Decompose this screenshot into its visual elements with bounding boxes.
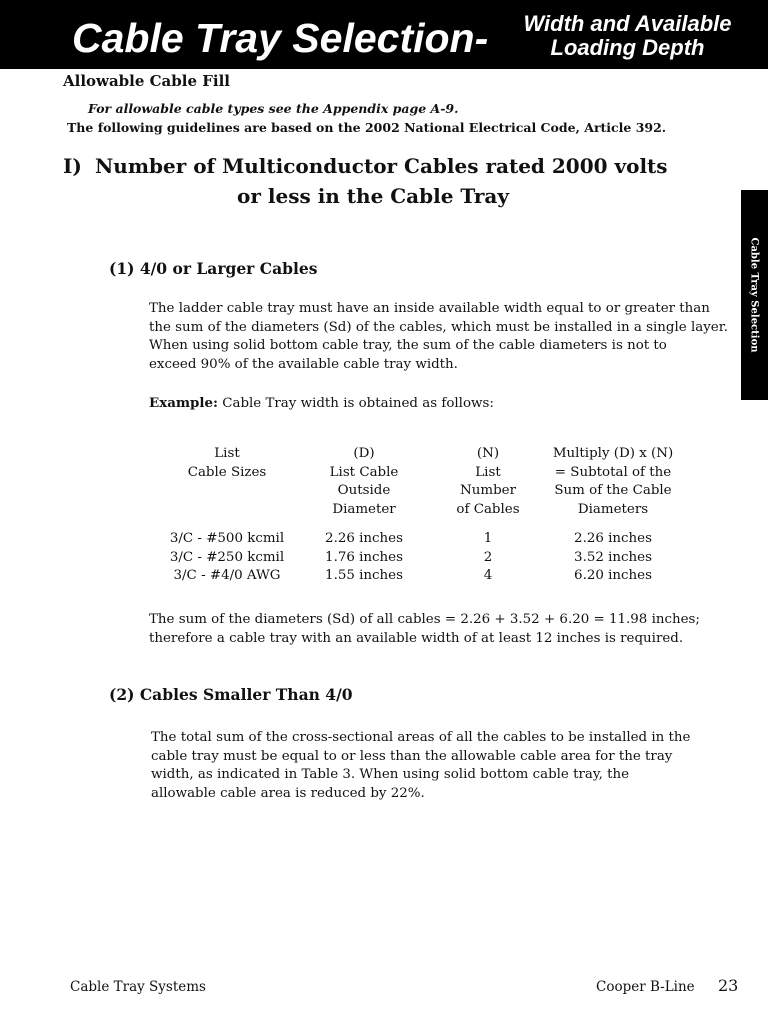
table-column-subtotal [538,530,688,586]
example-line [149,394,494,413]
table-header-cell: of Cables [456,502,520,518]
table-header-cell: List [214,446,240,461]
table-header-cell: Cable Sizes [187,464,267,480]
table-cell: 3/C - #4/0 AWG [173,568,281,584]
table-column-cable-sizes [152,530,302,586]
table-header-cell: Multiply (D) x (N) [552,446,674,461]
subsection-heading-1: (1) 4/0 or Larger Cables [109,259,318,278]
table-cell: 2.26 inches [574,531,652,546]
table-cell: 6.20 inches [574,568,652,584]
footer-right: Cooper B-Line [596,979,695,995]
paragraph-line: When using solid bottom cable tray, the sum of the cable diameters is not to [149,338,667,354]
table-cell: 3/C - #250 kcmil [169,549,285,565]
side-tab [741,190,768,400]
nec-note: The following guidelines are based on the 2002 National Electrical Code, Article 392. [67,120,667,135]
main-heading-line-2: or less in the Cable Tray [237,184,509,208]
table-header-cell: List Cable [329,464,399,480]
table-cell: 1 [483,531,493,546]
section-label: Allowable Cable Fill [63,72,230,90]
page-number: 23 [718,976,739,995]
table-cell: 4 [483,568,493,584]
paragraph-line: width, as indicated in Table 3. When using solid bottom cable tray, the [151,767,630,783]
table-column-diameter [300,530,428,586]
table-header-cell: Sum of the Cable [554,483,672,499]
subsection-heading-2: (2) Cables Smaller Than 4/0 [109,685,353,704]
main-heading-line-1: Number of Multiconductor Cables rated 2000 volts [95,154,668,178]
table-header-diameter [300,445,428,520]
paragraph-line: The sum of the diameters (Sd) of all cables = 2.26 + 3.52 + 6.20 = 11.98 inches; [149,612,700,627]
paragraph-line: the sum of the diameters (Sd) of the cables, which must be installed in a single layer. [149,319,728,335]
appendix-note: For allowable cable types see the Appendix page A-9. [88,101,459,116]
table-header-cell: Diameter [332,502,396,518]
paragraph-line: cable tray must be equal to or less than the allowable cable area for the tray [151,748,673,764]
footer-left: Cable Tray Systems [70,979,206,995]
main-heading-number: I) [63,154,82,178]
page-subtitle [505,12,750,60]
paragraph-line: exceed 90% of the available cable tray width. [149,356,458,372]
table-cell: 1.76 inches [325,549,403,565]
table-cell: 3.52 inches [574,549,652,565]
paragraph-line: allowable cable area is reduced by 22%. [151,785,425,801]
paragraph-line: The total sum of the cross-sectional areas of all the cables to be installed in the [151,730,691,745]
page-title: Cable Tray Selection- [72,15,489,61]
table-header-cell: (D) [353,446,375,461]
paragraph-line: therefore a cable tray with an available width of at least 12 inches is required. [149,630,684,646]
subsection-1-paragraph [149,300,728,374]
page-subtitle-line-1: Width and Available [523,11,732,36]
table-header-cell: Number [460,483,516,499]
subsection-2-paragraph [151,729,711,803]
table-header-cell: (N) [476,446,500,461]
side-tab-label: Cable Tray Selection [748,237,760,353]
table-header-cell: Outside [337,483,391,499]
table-header-cell: Diameters [577,502,649,518]
table-header-subtotal [538,445,688,520]
table-header-cable-sizes [152,445,302,482]
table-header-cell: = Subtotal of the [554,464,672,480]
table-header-number [438,445,538,520]
example-label: Example: [149,395,218,411]
page-subtitle-line-2: Loading Depth [550,35,705,60]
example-text: Cable Tray width is obtained as follows: [217,396,494,411]
header-bar [0,0,768,69]
table-cell: 2.26 inches [325,531,403,546]
table-header-cell: List [475,464,501,480]
table-cell: 3/C - #500 kcmil [169,531,285,546]
paragraph-line: The ladder cable tray must have an inside available width equal to or greater than [149,301,710,316]
table-column-number [438,530,538,586]
table-cell: 2 [483,549,493,565]
summary-paragraph [149,611,709,648]
table-cell: 1.55 inches [325,568,403,584]
